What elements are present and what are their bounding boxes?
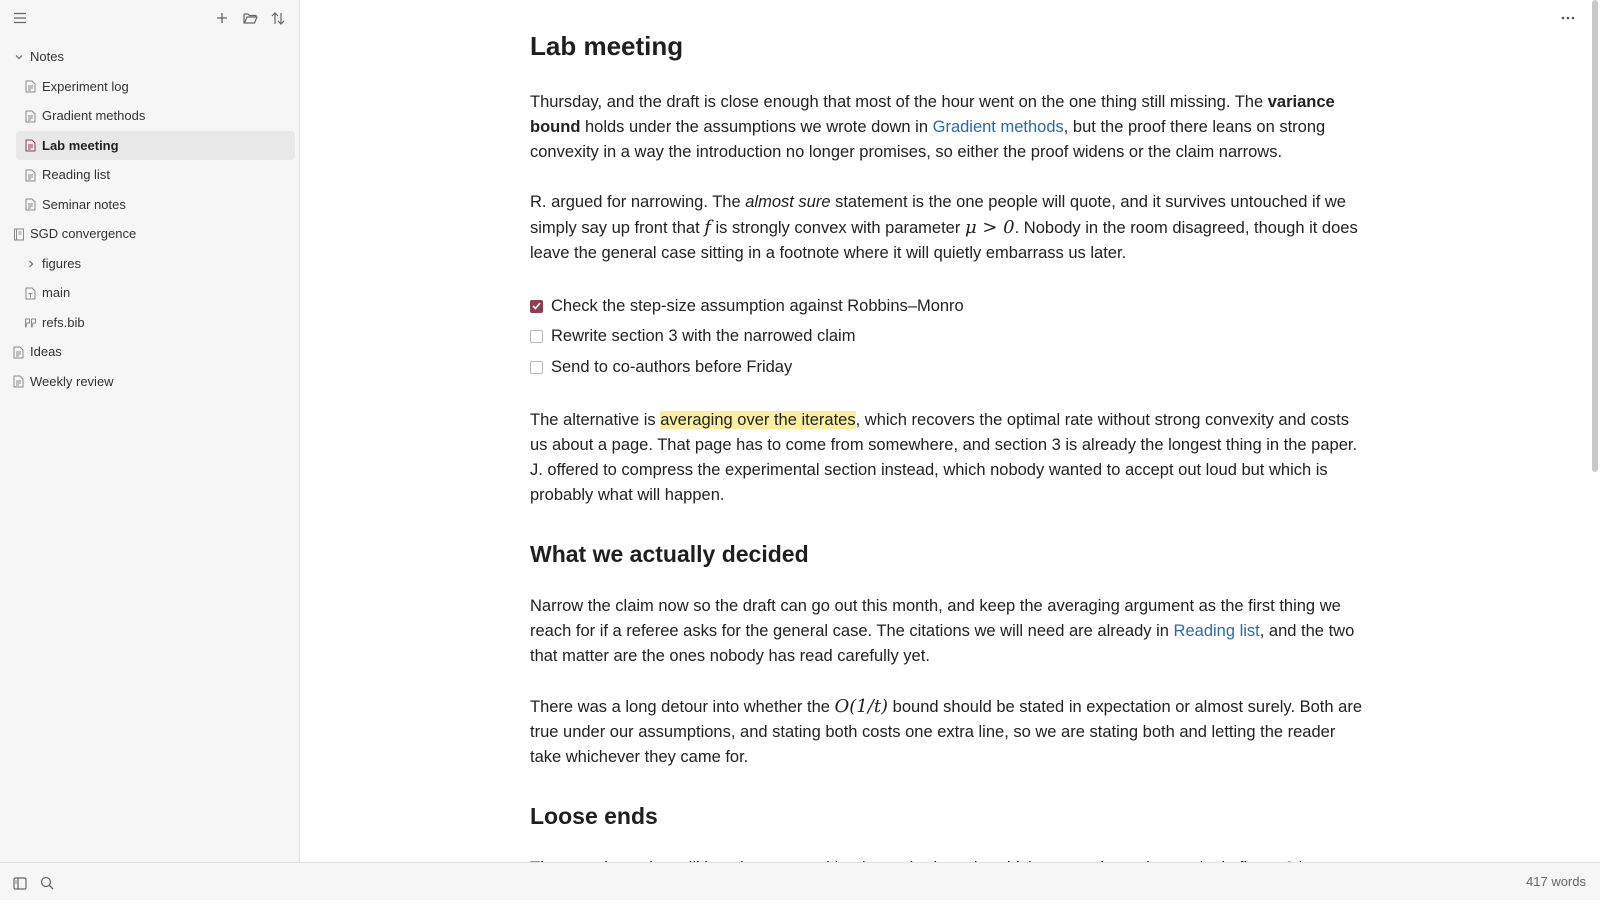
task-label: Rewrite section 3 with the narrowed claim xyxy=(551,327,856,346)
chevron-down-icon[interactable] xyxy=(12,50,25,64)
search-icon xyxy=(40,876,54,890)
sidebar-item-label: Experiment log xyxy=(42,78,129,94)
paragraph xyxy=(530,594,1370,669)
sidebar-item-label: figures xyxy=(42,255,82,271)
plus-icon xyxy=(216,12,228,24)
checkmark-icon xyxy=(532,302,541,310)
paragraph xyxy=(530,694,1370,770)
sidebar-item-lab-meeting[interactable] xyxy=(16,131,295,161)
document-icon xyxy=(24,139,37,153)
text: bound should be stated in expectation or almost surely. Both are true under our assumptions, and stating both costs one extra line, so we are stating both and letting the reader take whichever they came for. xyxy=(530,697,1362,766)
text: , which recovers the optimal rate without strong convexity and costs us about a page. That page has to come from somewhere, and section 3 is already the longest thing in the paper. J. offered to compress the experimental section instead, which nobody wanted to accept out loud but which is probably what will happen. xyxy=(530,410,1358,504)
more-options-button[interactable] xyxy=(1558,8,1578,28)
sidebar-item-label: Notes xyxy=(30,49,64,64)
editor-scrollbar[interactable] xyxy=(1592,0,1598,472)
sort-button[interactable] xyxy=(268,8,288,28)
search-button[interactable] xyxy=(38,874,56,892)
new-folder-button[interactable] xyxy=(240,8,260,28)
text: R. argued for narrowing. The xyxy=(530,193,746,211)
task-list xyxy=(530,291,1370,383)
text: statement is the one people will quote, and it survives untouched if we simply say up front that xyxy=(530,193,1346,237)
sidebar-item-label: SGD convergence xyxy=(30,226,137,241)
link-gradient-methods[interactable]: Gradient methods xyxy=(932,118,1064,136)
text: , but the proof there leans on strong convexity in a way the introduction no longer promises, so either the proof widens or the claim narrows. xyxy=(530,118,1326,161)
bold-text: variance bound xyxy=(530,93,1335,136)
document-icon xyxy=(24,198,37,212)
sidebar-toolbar xyxy=(0,0,299,36)
sidebar-item-label: Reading list xyxy=(42,167,110,182)
folder-open-icon xyxy=(243,12,258,24)
sidebar-toggle-icon xyxy=(13,877,27,890)
text: , and the two that matter are the ones nobody has read carefully yet. xyxy=(530,621,1355,665)
book-icon xyxy=(12,227,25,241)
sidebar-item-notes[interactable] xyxy=(0,42,295,72)
sidebar-item-label: main xyxy=(42,285,71,300)
task-label: Check the step-size assumption against Robbins–Monro xyxy=(551,296,964,315)
paragraph xyxy=(530,190,1370,266)
sidebar-item-label: Gradient methods xyxy=(42,108,146,123)
checkbox[interactable] xyxy=(530,330,543,343)
section-heading-loose-ends: Loose ends xyxy=(530,802,658,829)
sidebar-item-reading-list[interactable] xyxy=(0,160,295,190)
document[interactable] xyxy=(530,26,1370,906)
sidebar-item-label: Lab meeting xyxy=(42,137,119,153)
toggle-sidebar-button[interactable] xyxy=(11,874,29,892)
menu-button[interactable] xyxy=(10,8,30,28)
file-tree xyxy=(0,36,299,396)
sidebar-item-weekly-review[interactable] xyxy=(0,367,295,397)
text: holds under the assumptions we wrote down in xyxy=(580,118,933,136)
sidebar-item-refs-bib[interactable] xyxy=(0,308,295,338)
task-label: Send to co-authors before Friday xyxy=(551,357,793,376)
sidebar-item-label: Seminar notes xyxy=(42,196,126,212)
document-icon xyxy=(24,109,37,123)
document-icon xyxy=(24,80,37,94)
text: There was a long detour into whether the xyxy=(530,697,835,716)
task-item xyxy=(530,291,1370,322)
inline-math: f xyxy=(704,217,711,238)
status-bar xyxy=(0,862,1600,900)
link-reading-list[interactable]: Reading list xyxy=(1173,621,1260,640)
document-icon xyxy=(24,168,37,182)
sidebar-item-seminar-notes[interactable] xyxy=(0,190,295,220)
checkbox[interactable] xyxy=(530,361,543,374)
sidebar-item-gradient-methods[interactable] xyxy=(0,101,295,131)
sort-icon xyxy=(271,12,285,25)
inline-math: O(1/t) xyxy=(834,695,889,717)
text: is strongly convex with parameter xyxy=(710,219,965,237)
quote-icon xyxy=(24,316,37,330)
section-heading-decided: What we actually decided xyxy=(530,540,809,567)
task-item xyxy=(530,322,1370,353)
checkbox-checked[interactable] xyxy=(530,300,543,313)
task-item xyxy=(530,352,1370,383)
sidebar-item-ideas[interactable] xyxy=(0,337,295,367)
inline-math: μ > 0 xyxy=(964,217,1015,238)
tex-file-icon xyxy=(24,286,37,300)
italic-text: almost sure xyxy=(745,193,831,211)
document-icon xyxy=(12,375,25,389)
more-horizontal-icon xyxy=(1561,16,1575,20)
text: Narrow the claim now so the draft can go out this month, and keep the averaging argument as the first thing we reach for if a referee asks for the general case. The citations we will need are already in xyxy=(530,596,1341,640)
sidebar-item-figures[interactable] xyxy=(0,249,295,279)
sidebar-item-label: Ideas xyxy=(30,344,62,359)
page-title: Lab meeting xyxy=(530,31,684,61)
chevron-right-icon[interactable] xyxy=(24,257,37,271)
sidebar-item-main[interactable] xyxy=(0,278,295,308)
word-count: 417 words xyxy=(1526,874,1586,889)
highlighted-text: averaging over the iterates xyxy=(660,410,856,429)
text: Thursday, and the draft is close enough that most of the hour went on the one thing still missing. The xyxy=(530,93,1268,111)
sidebar xyxy=(0,0,300,862)
document-icon xyxy=(12,345,25,359)
text: . Nobody in the room disagreed, though it does leave the general case sitting in a footnote where it will quietly embarrass us later. xyxy=(530,219,1358,262)
paragraph xyxy=(530,90,1370,165)
sidebar-item-sgd-convergence[interactable] xyxy=(0,219,295,249)
sidebar-item-experiment-log[interactable] xyxy=(0,72,295,102)
editor-pane xyxy=(300,0,1600,862)
text: The alternative is xyxy=(530,410,661,429)
sidebar-item-label: refs.bib xyxy=(42,314,85,330)
menu-icon xyxy=(13,12,27,24)
paragraph xyxy=(530,408,1370,508)
new-note-button[interactable] xyxy=(212,8,232,28)
sidebar-item-label: Weekly review xyxy=(30,373,114,389)
